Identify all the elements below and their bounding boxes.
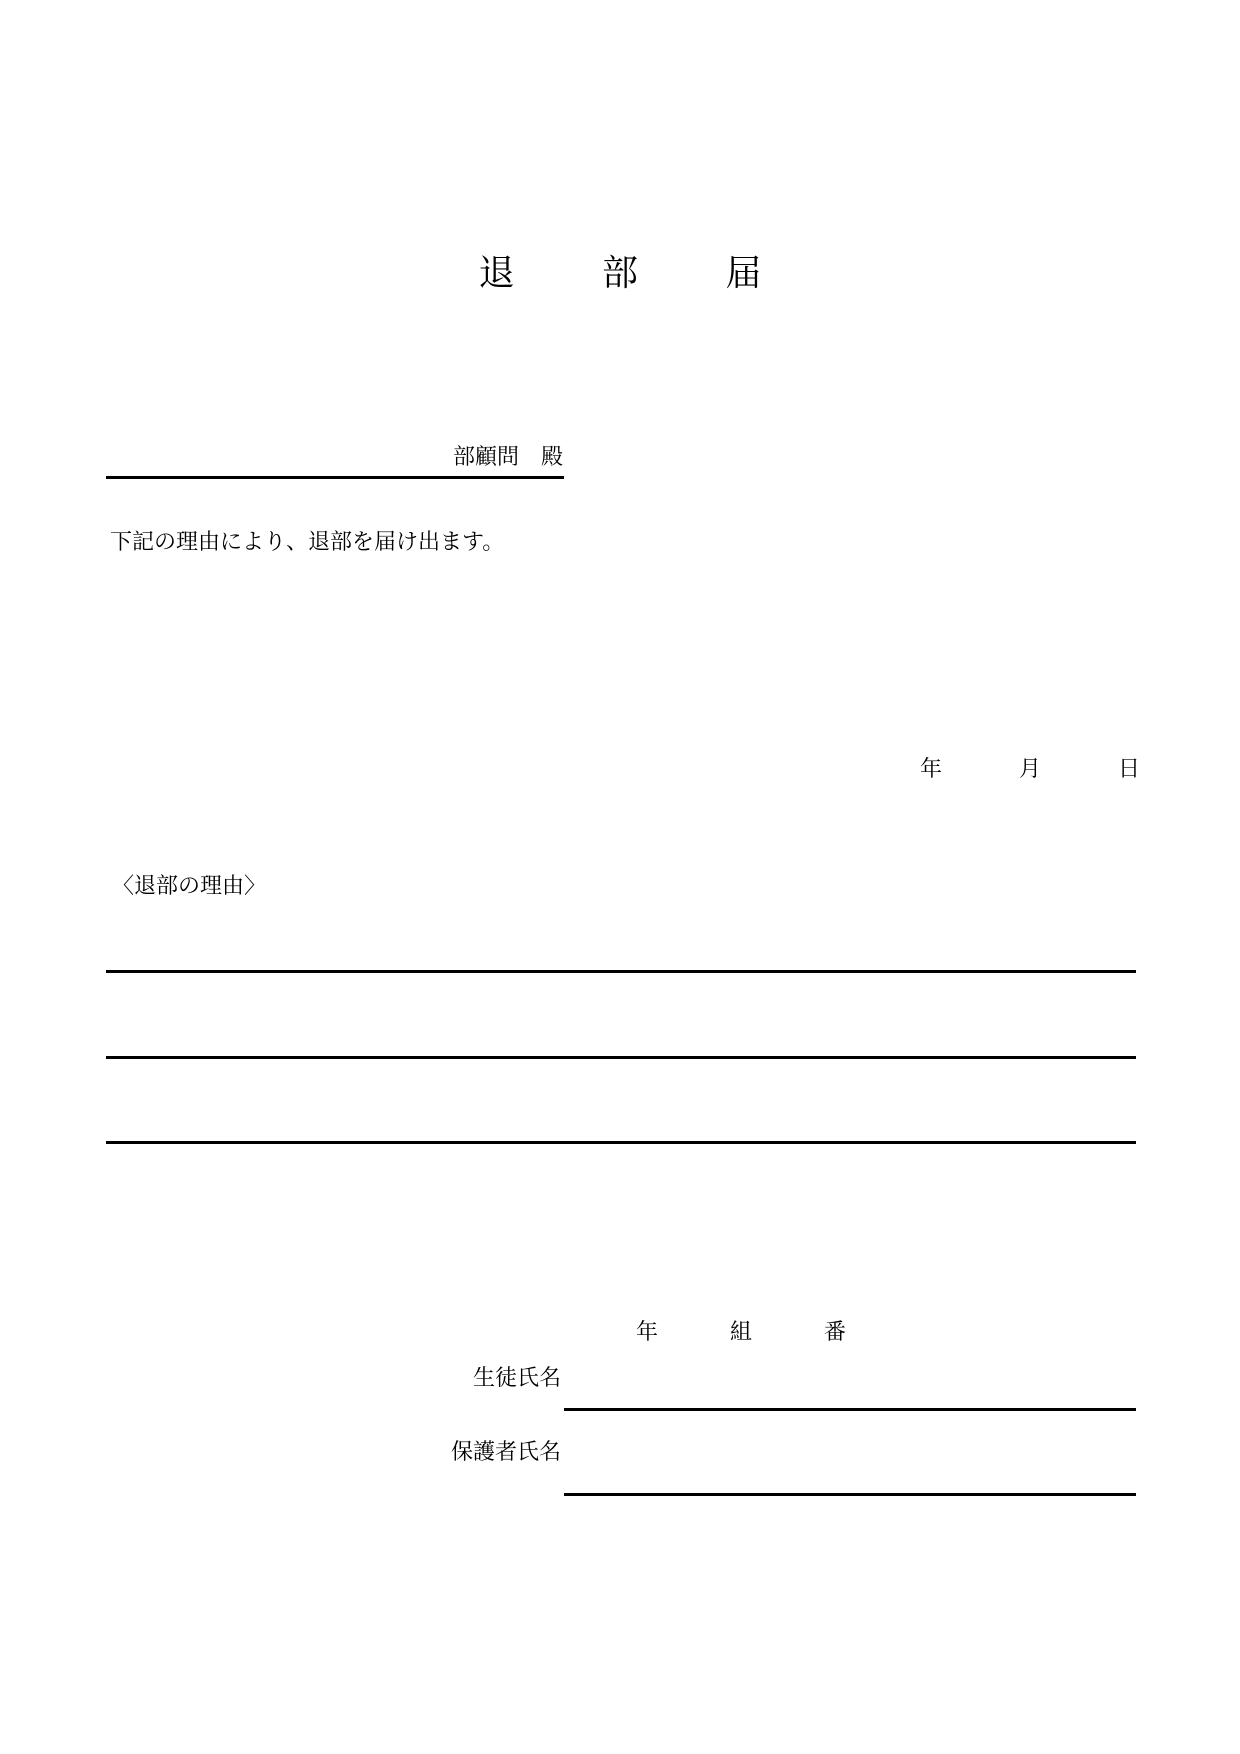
date-row xyxy=(920,755,1140,785)
title-char: 部 xyxy=(601,253,638,294)
reason-line[interactable] xyxy=(106,1141,1136,1144)
number-label: 番 xyxy=(823,1320,846,1345)
document-title xyxy=(0,252,1240,296)
date-day-label: 日 xyxy=(1117,757,1140,782)
date-month-label: 月 xyxy=(1018,757,1041,782)
intro-text: 下記の理由により、退部を届け出ます。 xyxy=(110,530,505,555)
title-char: 届 xyxy=(725,253,762,294)
reason-line[interactable] xyxy=(106,1056,1136,1059)
class-label: 組 xyxy=(729,1320,752,1345)
class-info-row xyxy=(636,1318,846,1348)
grade-label: 年 xyxy=(636,1320,659,1345)
guardian-name-line[interactable] xyxy=(564,1493,1136,1496)
date-year-label: 年 xyxy=(920,757,943,782)
title-char: 退 xyxy=(478,253,515,294)
reason-line[interactable] xyxy=(106,970,1136,973)
reason-heading: 〈退部の理由〉 xyxy=(112,874,267,899)
student-name-label: 生徒氏名 xyxy=(472,1366,561,1391)
addressee-label: 部顧問 殿 xyxy=(452,445,563,470)
student-name-line[interactable] xyxy=(564,1408,1136,1411)
guardian-name-label: 保護者氏名 xyxy=(450,1440,561,1465)
addressee-line[interactable] xyxy=(106,476,564,479)
